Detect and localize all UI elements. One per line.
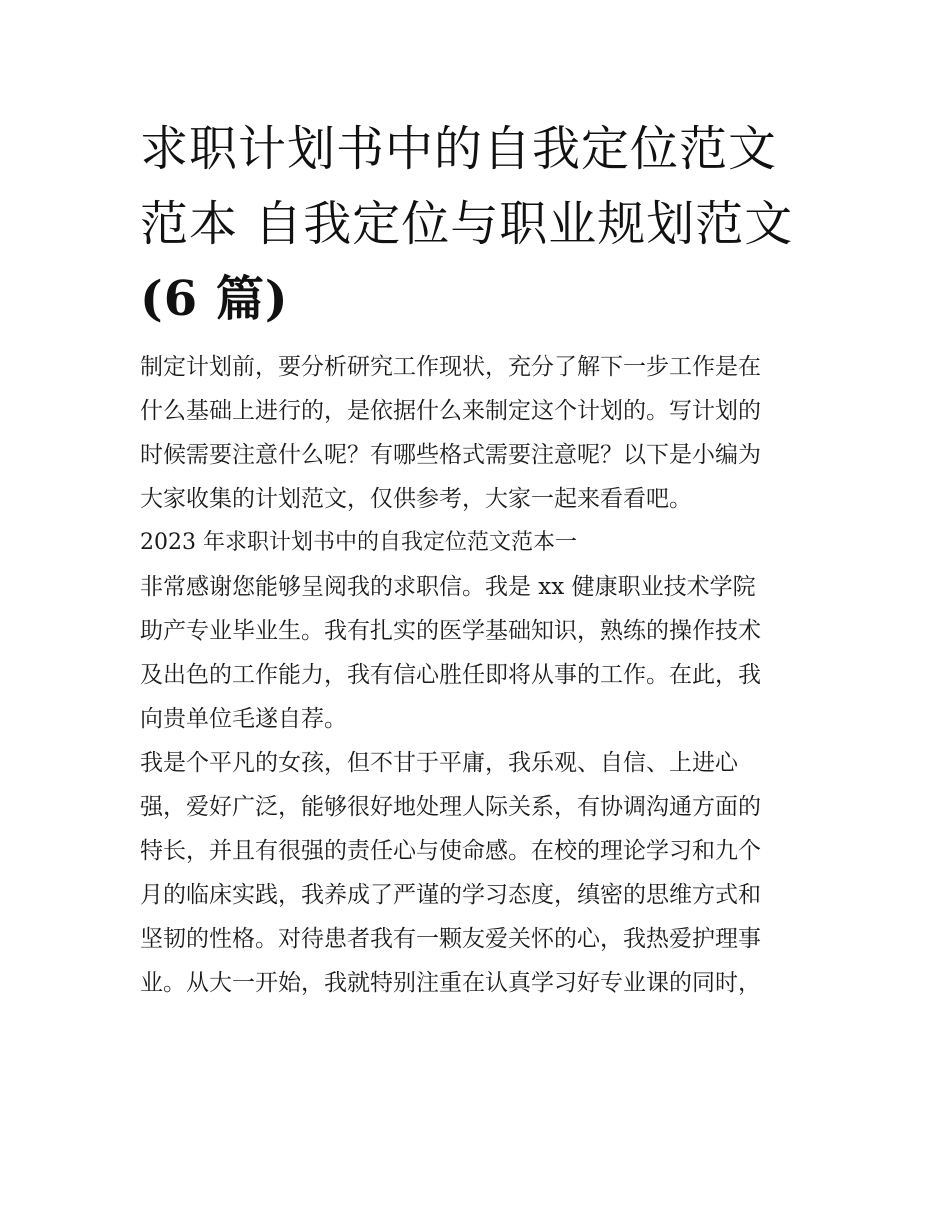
document-body (140, 112, 812, 1005)
text-line: 大家收集的计划范文，仅供参考，大家一起来看看吧。 (140, 486, 692, 512)
text-line: 向贵单位毛遂自荐。 (140, 706, 347, 732)
text-line: 强，爱好广泛，能够很好地处理人际关系，有协调沟通方面的 (140, 794, 761, 820)
text-line: 业。从大一开始，我就特别注重在认真学习好专业课的同时， (140, 970, 761, 996)
text-line: 时候需要注意什么呢？有哪些格式需要注意呢？以下是小编为 (140, 442, 761, 468)
text-line: 坚韧的性格。对待患者我有一颗友爱关怀的心，我热爱护理事 (140, 926, 761, 952)
body-paragraph-1 (140, 565, 812, 741)
text-line: 助产专业毕业生。我有扎实的医学基础知识，熟练的操作技术 (140, 618, 761, 644)
intro-paragraph (140, 345, 812, 521)
body-paragraph-2 (140, 741, 812, 1005)
title-count: (6 篇) (140, 271, 289, 327)
text-line: 我是个平凡的女孩，但不甘于平庸，我乐观、自信、上进心 (140, 750, 738, 776)
text-line: 什么基础上进行的，是依据什么来制定这个计划的。写计划的 (140, 398, 761, 424)
title-line: 范本 自我定位与职业规划范文 (140, 196, 794, 252)
text-line: 制定计划前，要分析研究工作现状，充分了解下一步工作是在 (140, 354, 761, 380)
title-line: 求职计划书中的自我定位范文 (140, 121, 778, 177)
document-title (140, 112, 812, 337)
section-heading: 2023 年求职计划书中的自我定位范文范本一 (140, 530, 577, 555)
text-line: 月的临床实践，我养成了严谨的学习态度，缜密的思维方式和 (140, 882, 761, 908)
text-line: 特长，并且有很强的责任心与使命感。在校的理论学习和九个 (140, 838, 761, 864)
text-line: 非常感谢您能够呈阅我的求职信。我是 xx 健康职业技术学院 (140, 574, 756, 600)
text-line: 及出色的工作能力，我有信心胜任即将从事的工作。在此，我 (140, 662, 761, 688)
